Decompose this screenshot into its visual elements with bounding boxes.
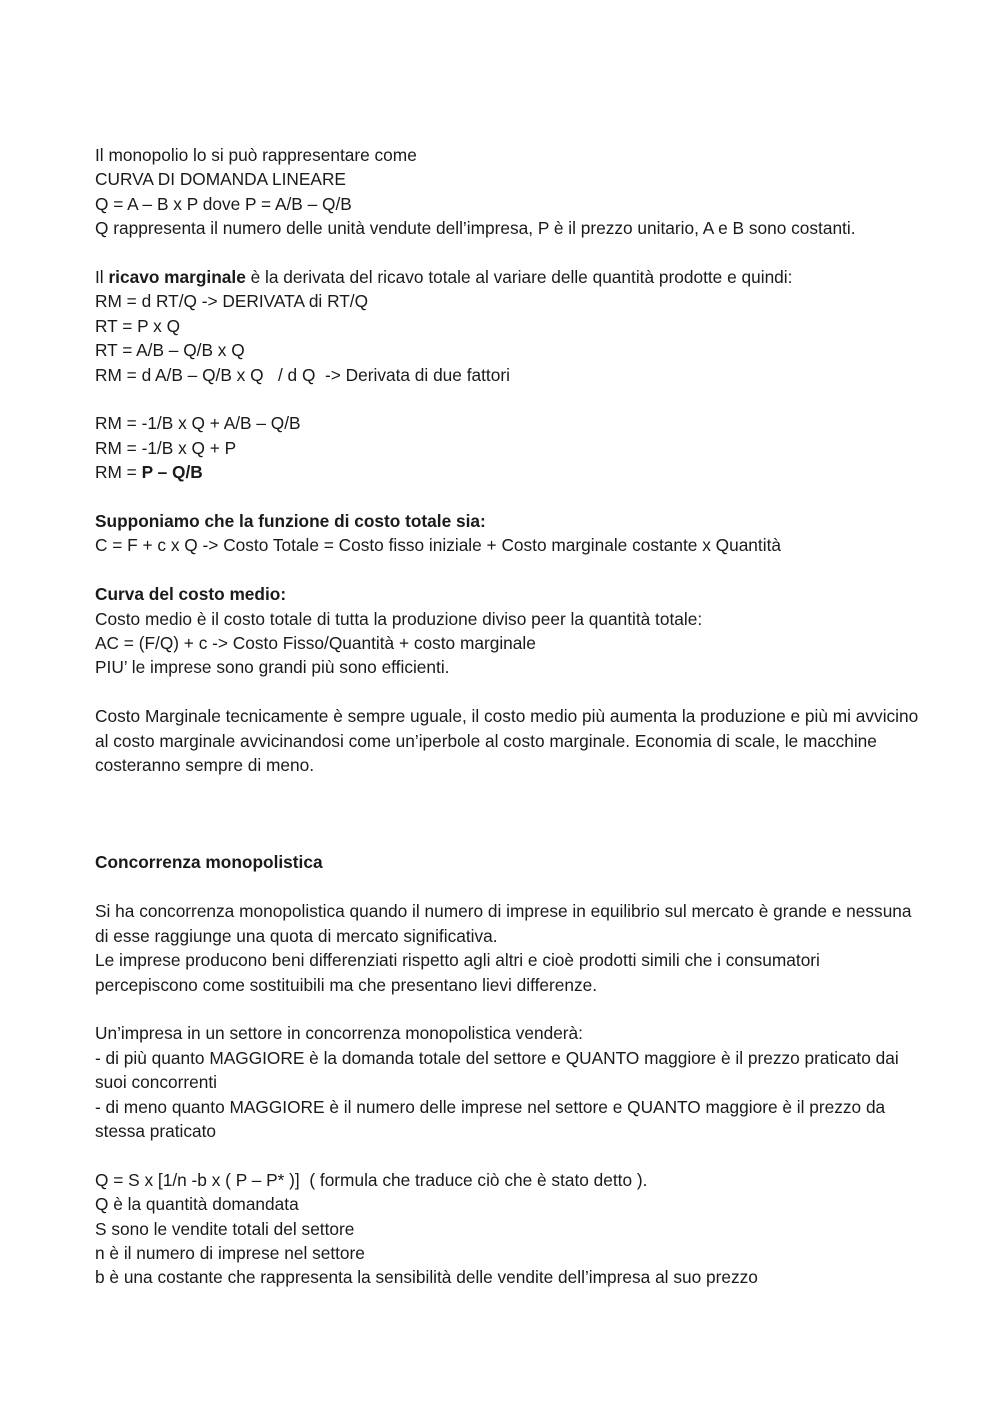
mr-derivation-line: RM = -1/B x Q + P [95, 437, 237, 458]
demand-explanation: Q rappresenta il numero delle unità vendute dell’impresa, P è il prezzo unitario, A e B sono costanti. [95, 218, 856, 239]
marginal-cost-paragraph: Costo Marginale tecnicamente è sempre uguale, il costo medio più aumenta la produzione e più mi avvicino al costo marginale avvicinandosi come un’iperbole al costo marginale. Economia di scale, le macchine costeranno sempre di meno. [95, 706, 919, 776]
average-cost-line: Costo medio è il costo totale di tutta la produzione diviso peer la quantità totale: [95, 608, 703, 629]
demand-share-formula: Q = S x [1/n -b x ( P – P* )] ( formula che traduce ciò che è stato detto ). [95, 1169, 648, 1190]
firm-sales-item: - di più quanto MAGGIORE è la domanda totale del settore e QUANTO maggiore è il prezzo praticato dai suoi concorrenti [95, 1047, 899, 1093]
average-cost-line: AC = (F/Q) + c -> Costo Fisso/Quantità + costo marginale [95, 633, 536, 654]
mr-final-bold: P – Q/B [141, 462, 203, 483]
firm-sales-intro: Un’impresa in un settore in concorrenza monopolistica venderà: [95, 1023, 583, 1044]
mr-final-prefix: RM = [95, 462, 142, 483]
formula-variable-line: Q è la quantità domandata [95, 1194, 299, 1215]
total-cost-heading [95, 509, 925, 533]
monopolistic-competition-heading-text: Concorrenza monopolistica [95, 852, 323, 873]
formula-variable-line: S sono le vendite totali del settore [95, 1218, 355, 1239]
total-cost-heading-text: Supponiamo che la funzione di costo totale sia: [95, 511, 486, 532]
total-cost-formula: C = F + c x Q -> Costo Totale = Costo fisso iniziale + Costo marginale costante x Quantità [95, 535, 781, 556]
mr-formula-line: RM = d A/B – Q/B x Q / d Q -> Derivata di due fattori [95, 364, 510, 385]
mr-bold-term: ricavo marginale [108, 267, 246, 288]
mr-prefix: Il [95, 267, 109, 288]
mr-derivation-line: RM = -1/B x Q + A/B – Q/B [95, 413, 301, 434]
average-cost-line: PIU’ le imprese sono grandi più sono efficienti. [95, 657, 450, 678]
average-cost-heading [95, 582, 925, 606]
document-page [95, 143, 925, 1290]
mr-formula-line: RT = P x Q [95, 315, 181, 336]
marginal-revenue-definition [95, 265, 925, 289]
mr-final-formula [95, 460, 925, 484]
monopolistic-competition-heading [95, 850, 925, 874]
monopoly-intro: Il monopolio lo si può rappresentare come [95, 145, 417, 165]
demand-formula: Q = A – B x P dove P = A/B – Q/B [95, 193, 352, 214]
mr-formula-line: RT = A/B – Q/B x Q [95, 340, 245, 361]
firm-sales-item: - di meno quanto MAGGIORE è il numero delle imprese nel settore e QUANTO maggiore è il prezzo da stessa praticato [95, 1096, 886, 1141]
differentiated-goods-paragraph: Le imprese producono beni differenziati rispetto agli altri e cioè prodotti simili che i consumatori percepiscono come sostituibili ma che presentano lievi differenze. [95, 950, 820, 995]
monopolistic-competition-definition: Si ha concorrenza monopolistica quando il numero di imprese in equilibrio sul mercato è grande e nessuna di esse raggiunge una quota di mercato significativa. [95, 901, 912, 946]
demand-curve-title: CURVA DI DOMANDA LINEARE [95, 169, 346, 190]
formula-variable-line: n è il numero di imprese nel settore [95, 1242, 365, 1263]
formula-variable-line: b è una costante che rappresenta la sensibilità delle vendite dell’impresa al suo prezzo [95, 1267, 758, 1288]
mr-formula-line: RM = d RT/Q -> DERIVATA di RT/Q [95, 291, 369, 312]
average-cost-heading-text: Curva del costo medio: [95, 584, 287, 605]
mr-suffix: è la derivata del ricavo totale al variare delle quantità prodotte e quindi: [245, 267, 793, 288]
